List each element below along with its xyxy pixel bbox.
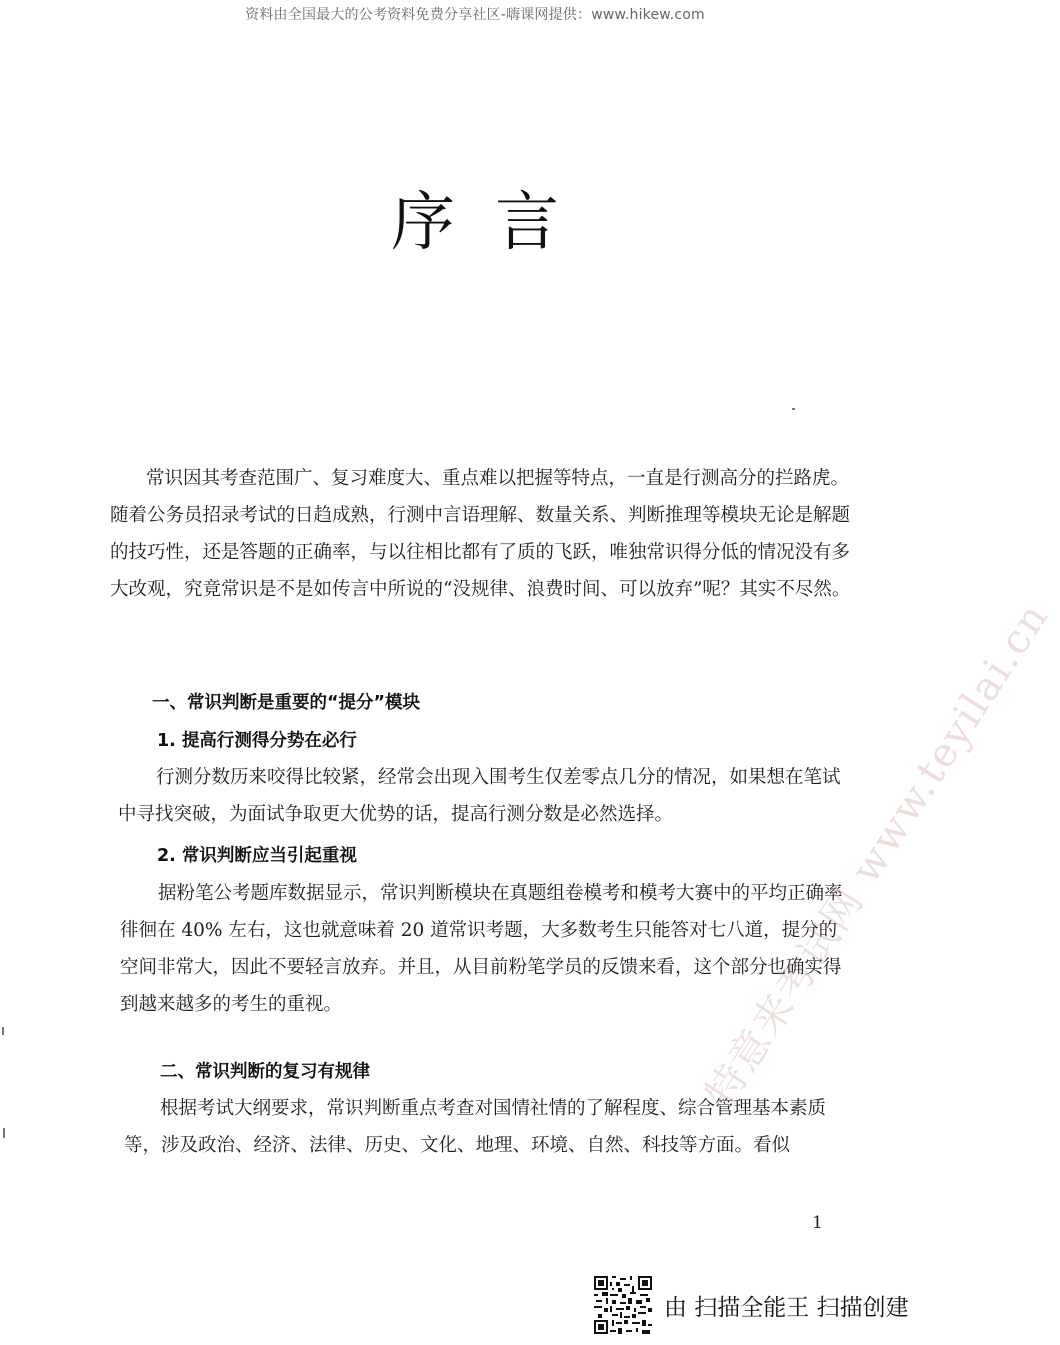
section-one-subheading-1: 1. 提高行测得分势在必行 xyxy=(157,731,357,751)
intro-paragraph: 常识因其考查范围广、复习难度大、重点难以把握等特点，一直是行测高分的拦路虎。随着公务员招录考试的日趋成熟，行测中言语理解、数量关系、判断推理等模块无论是解题的技巧性，还是答题的正确率，与以往相比都有了质的飞跃，唯独常识得分低的情况没有多大改观，究竟常识是不是如传言中所说的“没规律、浪费时间、可以放弃”呢？其实不尽然。 xyxy=(110,468,851,600)
page-title: 序言 xyxy=(391,185,599,260)
section-two-paragraph: 根据考试大纲要求，常识判断重点考查对国情社情的了解程度、综合管理基本素质等，涉及政治、经济、法律、历史、文化、地理、环境、自然、科技等方面。看似 xyxy=(124,1098,827,1156)
section-two-heading: 二、常识判断的复习有规律 xyxy=(160,1062,370,1082)
scanner-label: 由 扫描全能王 扫描创建 xyxy=(664,1295,909,1321)
qr-code-icon xyxy=(594,1276,652,1334)
section-one-subheading-2: 2. 常识判断应当引起重视 xyxy=(157,846,357,866)
section-one-heading: 一、常识判断是重要的“提分”模块 xyxy=(152,693,421,713)
section-one-paragraph-2: 据粉笔公考题库数据显示，常识判断模块在真题组卷模考和模考大赛中的平均正确率徘徊在 40% 左右，这也就意味着 20 道常识考题，大多数考生只能答对七八道，提分的空间非常大，因此不要轻言放弃。并且，从目前粉笔学员的反馈来看，这个部分也确实得到越来越多的考生的重视。 xyxy=(120,883,843,1015)
watermark: 特意来考试网 www.teyilai.cn xyxy=(697,594,1058,1115)
page-number: 1 xyxy=(812,1213,823,1233)
scan-speck xyxy=(792,408,795,410)
scan-speck xyxy=(2,1027,4,1035)
scan-speck xyxy=(3,1128,5,1138)
section-one-paragraph-1: 行测分数历来咬得比较紧，经常会出现入围考生仅差零点几分的情况，如果想在笔试中寻找突破，为面试争取更大优势的话，提高行测分数是必然选择。 xyxy=(118,767,841,825)
top-banner: 资料由全国最大的公考资料免费分享社区-嗨课网提供：www.hikew.com xyxy=(245,7,705,23)
